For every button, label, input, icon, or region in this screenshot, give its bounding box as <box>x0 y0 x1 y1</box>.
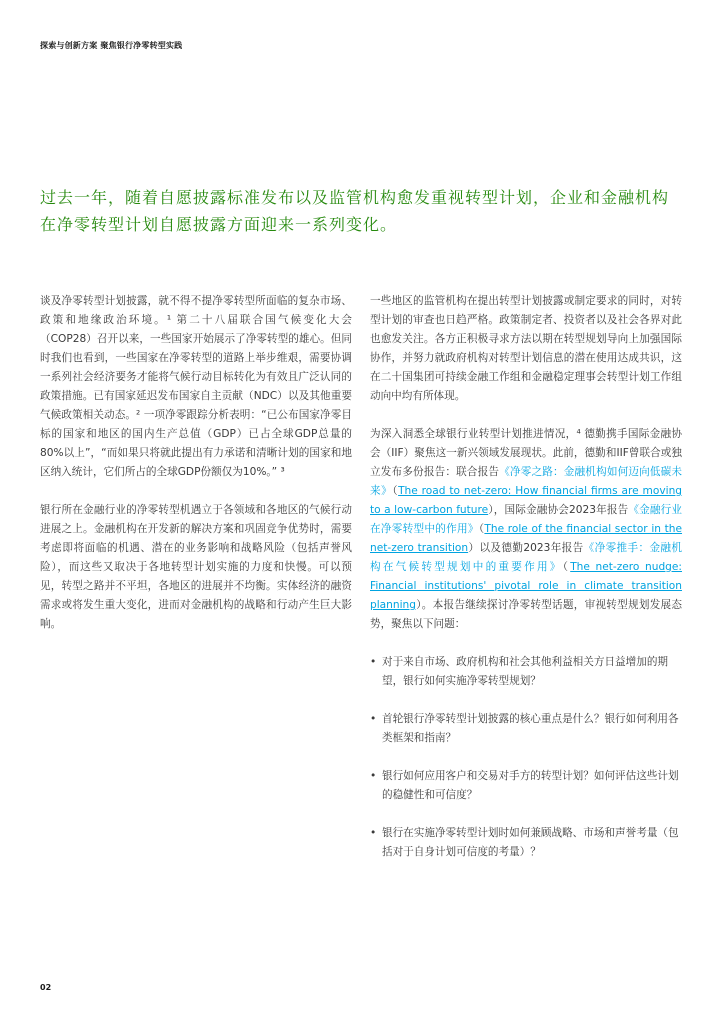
right-column <box>370 292 682 881</box>
bullet-icon: • <box>370 827 377 839</box>
paragraph-regulators: 一些地区的监管机构在提出转型计划披露或制定要求的同时，对转型计划的审查也日趋严格。政策制定者、投资者以及社会各界对此也愈发关注。各方正积极寻求方法以期在转型规划导向上加强国际协作，并努力就政府机构对转型计划信息的潜在使用达成共识，这在二十国集团可持续金融工作组和金融稳定理事会转型计划工作组动向中均有所体现。 <box>370 295 682 402</box>
report-link-road-to-net-zero-en[interactable]: The road to net-zero: How financial firms are moving to a low-carbon future <box>370 485 683 516</box>
page-number: 02 <box>40 983 52 992</box>
question-item <box>370 767 682 805</box>
lead-statement: 过去一年，随着自愿披露标准发布以及监管机构愈发重视转型计划，企业和金融机构在净零转型计划自愿披露方面迎来一系列变化。 <box>40 188 670 234</box>
question-item <box>370 710 682 748</box>
report-text-3: ），国际金融协会2023年报告 <box>488 504 629 516</box>
bullet-icon: • <box>370 770 377 782</box>
paragraph-market-environment: 谈及净零转型计划披露，就不得不提净零转型所面临的复杂市场、政策和地缘政治环境。¹ 第二十八届联合国气候变化大会（COP28）召开以来，一些国家开始展示了净零转型的雄心。但同时我们也看到，一些国家在净零转型的道路上举步维艰，需要协调一系列社会经济要务才能将气候行动目标转化为有效且广泛认同的政策措施。已有国家延迟发布国家自主贡献（NDC）以及其他重要气候政策相关动态。² 一项净零跟踪分析表明：“已公布国家净零目标的国家和地区的国内生产总值（GDP）已占全球GDP总量的80%以上”，“而如果只将就此提出有力承诺和清晰计划的国家和地区纳入统计，它们所占的全球GDP份额仅为10%。” ³ <box>40 295 352 478</box>
question-list <box>370 653 682 862</box>
report-link-role-financial-sector-en[interactable]: The role of the financial sector in the net-zero transition <box>370 523 683 554</box>
bullet-icon: • <box>370 656 377 668</box>
report-link-role-financial-sector-cn[interactable]: 《金融行业在净零转型中的作用》 <box>370 504 682 535</box>
question-text: 对于来自市场、政府机构和社会其他利益相关方日益增加的期望，银行如何实施净零转型规划？ <box>382 656 669 687</box>
report-link-net-zero-nudge-cn[interactable]: 《净零推手：金融机构在气候转型规划中的重要作用》 <box>370 542 683 573</box>
report-text-2: （ <box>392 485 399 497</box>
question-item <box>370 653 682 691</box>
report-link-net-zero-nudge-en[interactable]: The net-zero nudge: Financial institutions' pivotal role in climate transition planning <box>370 561 682 611</box>
question-text: 银行如何应用客户和交易对手方的转型计划？如何评估这些计划的稳健性和可信度？ <box>382 770 679 801</box>
report-text-5: ）以及德勤2023年报告 <box>468 542 584 554</box>
report-link-road-to-net-zero-cn[interactable]: 《净零之路：金融机构如何迈向低碳未来》 <box>370 466 683 497</box>
question-text: 银行在实施净零转型计划时如何兼顾战略、市场和声誉考量（包括对于自身计划可信度的考量）？ <box>382 827 679 858</box>
question-item <box>370 824 682 862</box>
paragraph-financial-sector: 银行所在金融行业的净零转型机遇立于各领域和各地区的气候行动进展之上。金融机构在开发新的解决方案和巩固竞争优势时，需要考虑即将面临的机遇、潜在的业务影响和战略风险（包括声誉风险），而这些又取决于各地转型计划实施的力度和快慢。可以预见，转型之路并不平坦，各地区的进展并不均衡。实体经济的融资需求或将发生重大变化，进而对金融机构的战略和行动产生巨大影响。 <box>40 504 352 630</box>
report-text-1: 为深入洞悉全球银行业转型计划推进情况，⁴ 德勤携手国际金融协会（IIF）聚焦这一新兴领域发展现状。此前，德勤和IIF曾联合或独立发布多份报告：联合报告 <box>370 428 682 478</box>
report-text-7: ）。本报告继续探讨净零转型话题，审视转型规划发展态势，聚焦以下问题： <box>370 599 682 630</box>
left-column <box>40 292 352 653</box>
bullet-icon: • <box>370 713 377 725</box>
report-text-6: （ <box>562 561 571 573</box>
running-header: 探索与创新方案 聚焦银行净零转型实践 <box>40 41 183 50</box>
paragraph-reports <box>370 425 682 634</box>
question-text: 首轮银行净零转型计划披露的核心重点是什么？银行如何利用各类框架和指南？ <box>382 713 679 744</box>
report-text-4: （ <box>478 523 485 535</box>
